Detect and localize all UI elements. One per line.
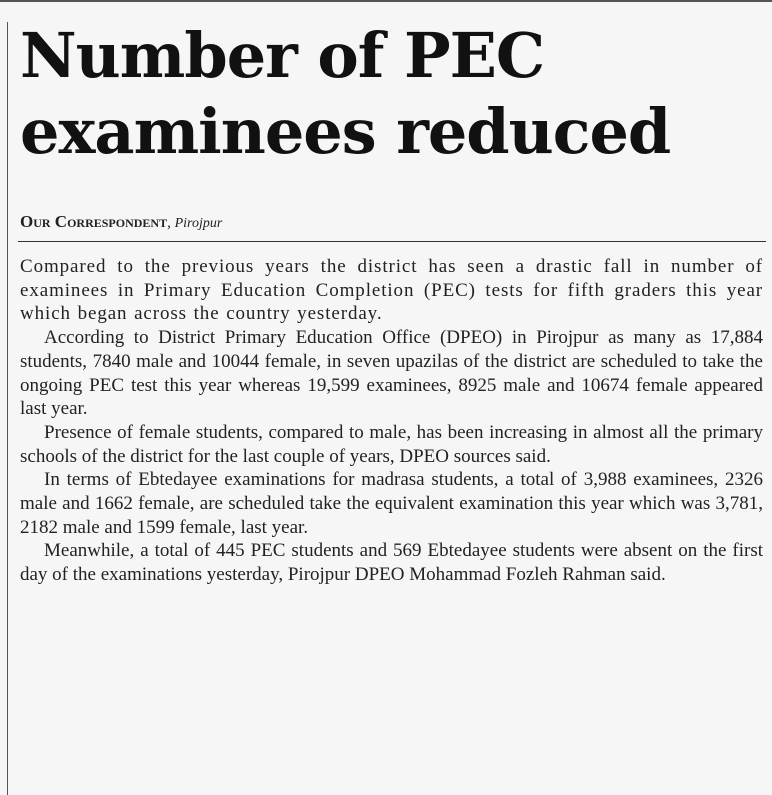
article-paragraph: In terms of Ebtedayee examinations for madrasa students, a total of 3,988 examinees, 2326 male and 1662 female, are scheduled take the equivalent examination this year which was 3,781, 2182 male and 1599 female, last year. — [20, 469, 763, 538]
article-paragraph: According to District Primary Education Office (DPEO) in Pirojpur as many as 17,884 students, 7840 male and 10044 female, in seven upazilas of the district are scheduled to take the ongoing PEC test this year whereas 19,599 examinees, 8925 male and 10674 female appeared last year. — [20, 327, 763, 420]
article-paragraph: Presence of female students, compared to male, has been increasing in almost all the primary schools of the district for the last couple of years, DPEO sources said. — [20, 421, 763, 467]
article-paragraph: Meanwhile, a total of 445 PEC students and 569 Ebtedayee students were absent on the first day of the examinations yesterday, Pirojpur DPEO Mohammad Fozleh Rahman said. — [20, 540, 763, 586]
byline-author: Our Correspondent — [20, 212, 168, 231]
byline-separator: , — [167, 215, 175, 231]
article-headline: Number of PEC examinees reduced — [20, 19, 671, 168]
byline-location: Pirojpur — [174, 216, 223, 231]
article-paragraph: Compared to the previous years the district has seen a drastic fall in number of examinees in Primary Education Completion (PEC) tests for fifth graders this year which began across the country yesterday. — [20, 256, 763, 325]
article-body — [20, 255, 763, 587]
left-column-rule — [7, 22, 8, 795]
byline — [20, 212, 222, 232]
byline-divider — [18, 241, 766, 242]
top-border-rule — [0, 0, 772, 2]
